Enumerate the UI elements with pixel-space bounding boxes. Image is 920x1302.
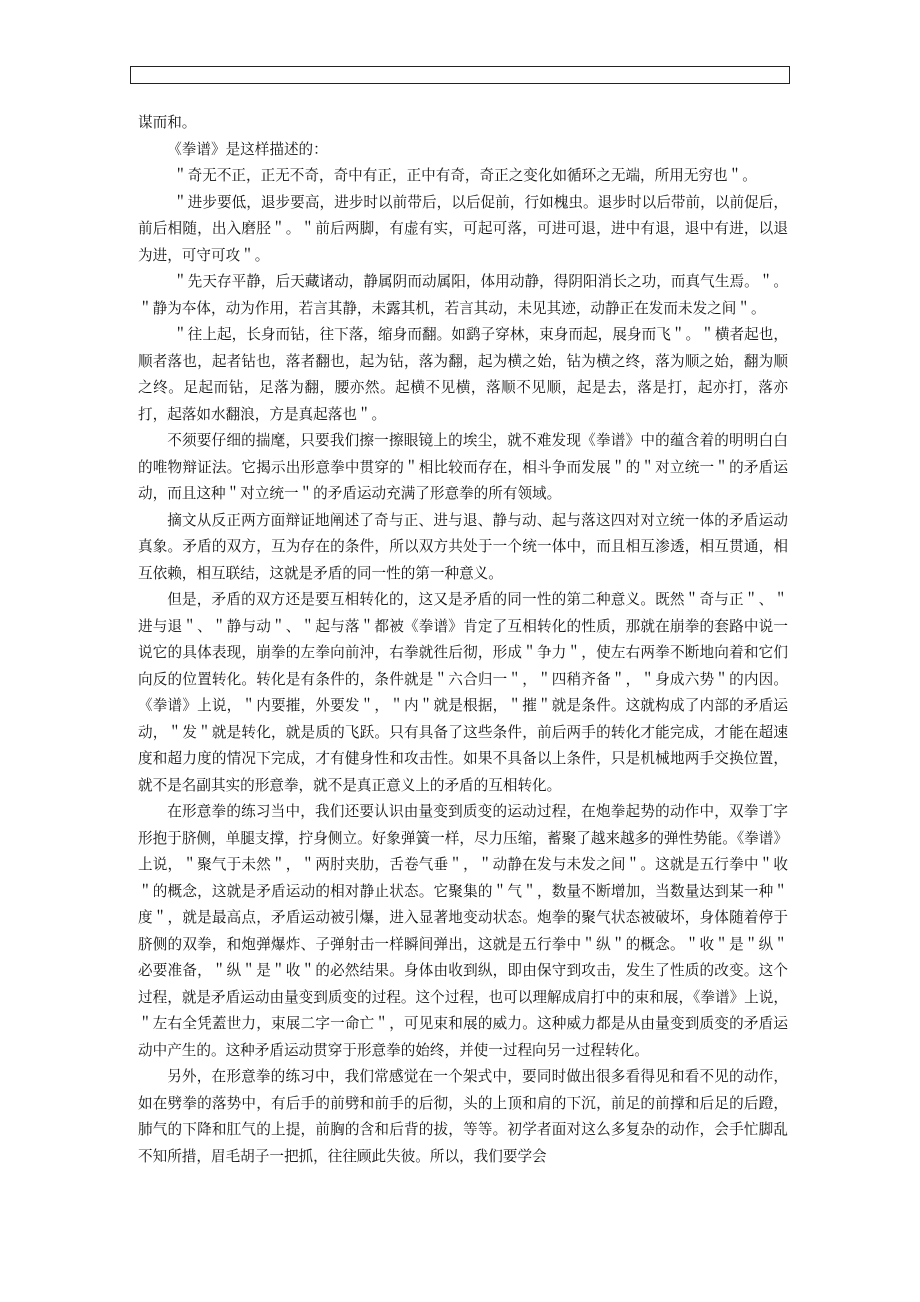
quote-paragraph-3: ＂先天存平静，后天藏诸动，静属阴而动属阳，体用动静，得阴阳消长之功，而真气生焉。＂。＂静为夲体，动为作用，若言其静，未露其机，若言其动，未见其迹，动静正在发而未发之间＂。 [138, 273, 788, 317]
paragraph-2: 《拳谱》是这样描述的： [167, 140, 328, 158]
paragraph-1: 谋而和。 [138, 114, 197, 131]
paragraph-practice: 另外，在形意拳的练习中，我们常感觉在一个架式中，要同时做出很多看得见和看不见的动作，如在劈拳的落势中，有后手的前劈和前手的后彻，头的上顶和肩的下沉，前足的前撑和后足的后蹬，肺气的下降和肛气的上提，前胸的含和后背的拔，等等。初学者面对这么多复杂的动作，会手忙脚乱不知所措，眉毛胡子一把抓，往往顾此失彼。所以，我们要学会 [138, 1068, 788, 1165]
paragraph-identity-first: 摘文从反正两方面辩证地阐述了奇与正、进与退、静与动、起与落这四对对立统一体的矛盾运动真象。矛盾的双方，互为存在的条件，所以双方共处于一个统一体中，而且相互渗透，相互贯通，相互依赖，相互联结，这就是矛盾的同一性的第一种意义。 [138, 511, 788, 582]
header-box [130, 66, 790, 84]
document-body [138, 110, 788, 1170]
quote-paragraph-4: ＂往上起，长身而钻，往下落，缩身而翻。如鹞子穿林，束身而起，展身而飞＂。＂横者起也，顺者落也，起者钻也，落者翻也，起为钻，落为翻，起为横之始，钻为横之终，落为顺之始，翻为顺之终。足起而钻，足落为翻，腰亦然。起横不见横，落顺不见顺，起是去，落是打，起亦打，落亦打，起落如水翻浪，方是真起落也＂。 [138, 326, 788, 423]
paragraph-quantity-quality: 在形意拳的练习当中，我们还要认识由量变到质变的运动过程，在炮拳起势的动作中，双拳丁字形抱于脐侧，单腿支撑，拧身侧立。好象弹簧一样，尽力压缩，蓄聚了越来越多的弹性势能。《拳谱》上说，＂聚气于未然＂，＂两肘夹肋，舌卷气垂＂，＂动静在发与未发之间＂。这就是五行拳中＂收＂的概念，这就是矛盾运动的相对静止状态。它聚集的＂气＂，数量不断增加，当数量达到某一种＂度＂，就是最高点，矛盾运动被引爆，进入显著地变动状态。炮拳的聚气状态被破坏，身体随着停于脐侧的双拳，和炮弹爆炸、子弹射击一样瞬间弹出，这就是五行拳中＂纵＂的概念。＂收＂是＂纵＂必要准备，＂纵＂是＂收＂的必然结果。身体由收到纵，即由保守到攻击，发生了性质的改变。这个过程，就是矛盾运动由量变到质变的过程。这个过程，也可以理解成肩打中的束和展，《拳谱》上说，＂左右全凭蓋世力，束展二字一命亡＂，可见束和展的威力。这种威力都是从由量变到质变的矛盾运动中产生的。这种矛盾运动贯穿于形意拳的始终，并使一过程向另一过程转化。 [138, 803, 788, 1059]
quote-paragraph-2: ＂进步要低，退步要高，进步时以前带后，以后促前，行如槐虫。退步时以后带前，以前促后，前后相随，出入磨胫＂。＂前后两脚，有虚有实，可起可落，可进可退，进中有退，退中有进，以退为进，可守可攻＂。 [138, 193, 788, 264]
quote-paragraph-1: ＂奇无不正，正无不奇，奇中有正，正中有奇，奇正之变化如循环之无端，所用无穷也＂。 [173, 167, 757, 184]
paragraph-identity-second: 但是，矛盾的双方还是要互相转化的，这又是矛盾的同一性的第二种意义。既然＂奇与正＂、＂进与退＂、＂静与动＂、＂起与落＂都被《拳谱》肯定了互相转化的性质，那就在崩拳的套路中说一说它的具体表现，崩拳的左拳向前沖，右拳就徃后彻，形成＂争力＂，使左右两拳不断地向着和它们向反的位置转化。转化是有条件的，条件就是＂六合归一＂，＂四稍齐备＂，＂身成六势＂的内因。《拳谱》上说，＂内要摧，外要发＂，＂内＂就是根据，＂摧＂就是条件。这就构成了内部的矛盾运动，＂发＂就是转化，就是质的飞跃。只有具备了这些条件，前后两手的转化才能完成，才能在超速度和超力度的情况下完成，才有健身性和攻击性。如果不具备以上条件，只是机械地两手交换位置，就不是名副其实的形意拳，就不是真正意义上的矛盾的互相转化。 [138, 591, 788, 794]
paragraph-analysis: 不须要仔细的揣麾，只要我们擦一擦眼镜上的埃尘，就不难发现《拳谱》中的蕴含着的明明白白的唯物辩证法。它揭示出形意拳中贯穿的＂相比较而存在，相斗争而发展＂的＂对立统一＂的矛盾运动，而且这种＂对立统一＂的矛盾运动充满了形意拳的所有领域。 [138, 432, 788, 502]
